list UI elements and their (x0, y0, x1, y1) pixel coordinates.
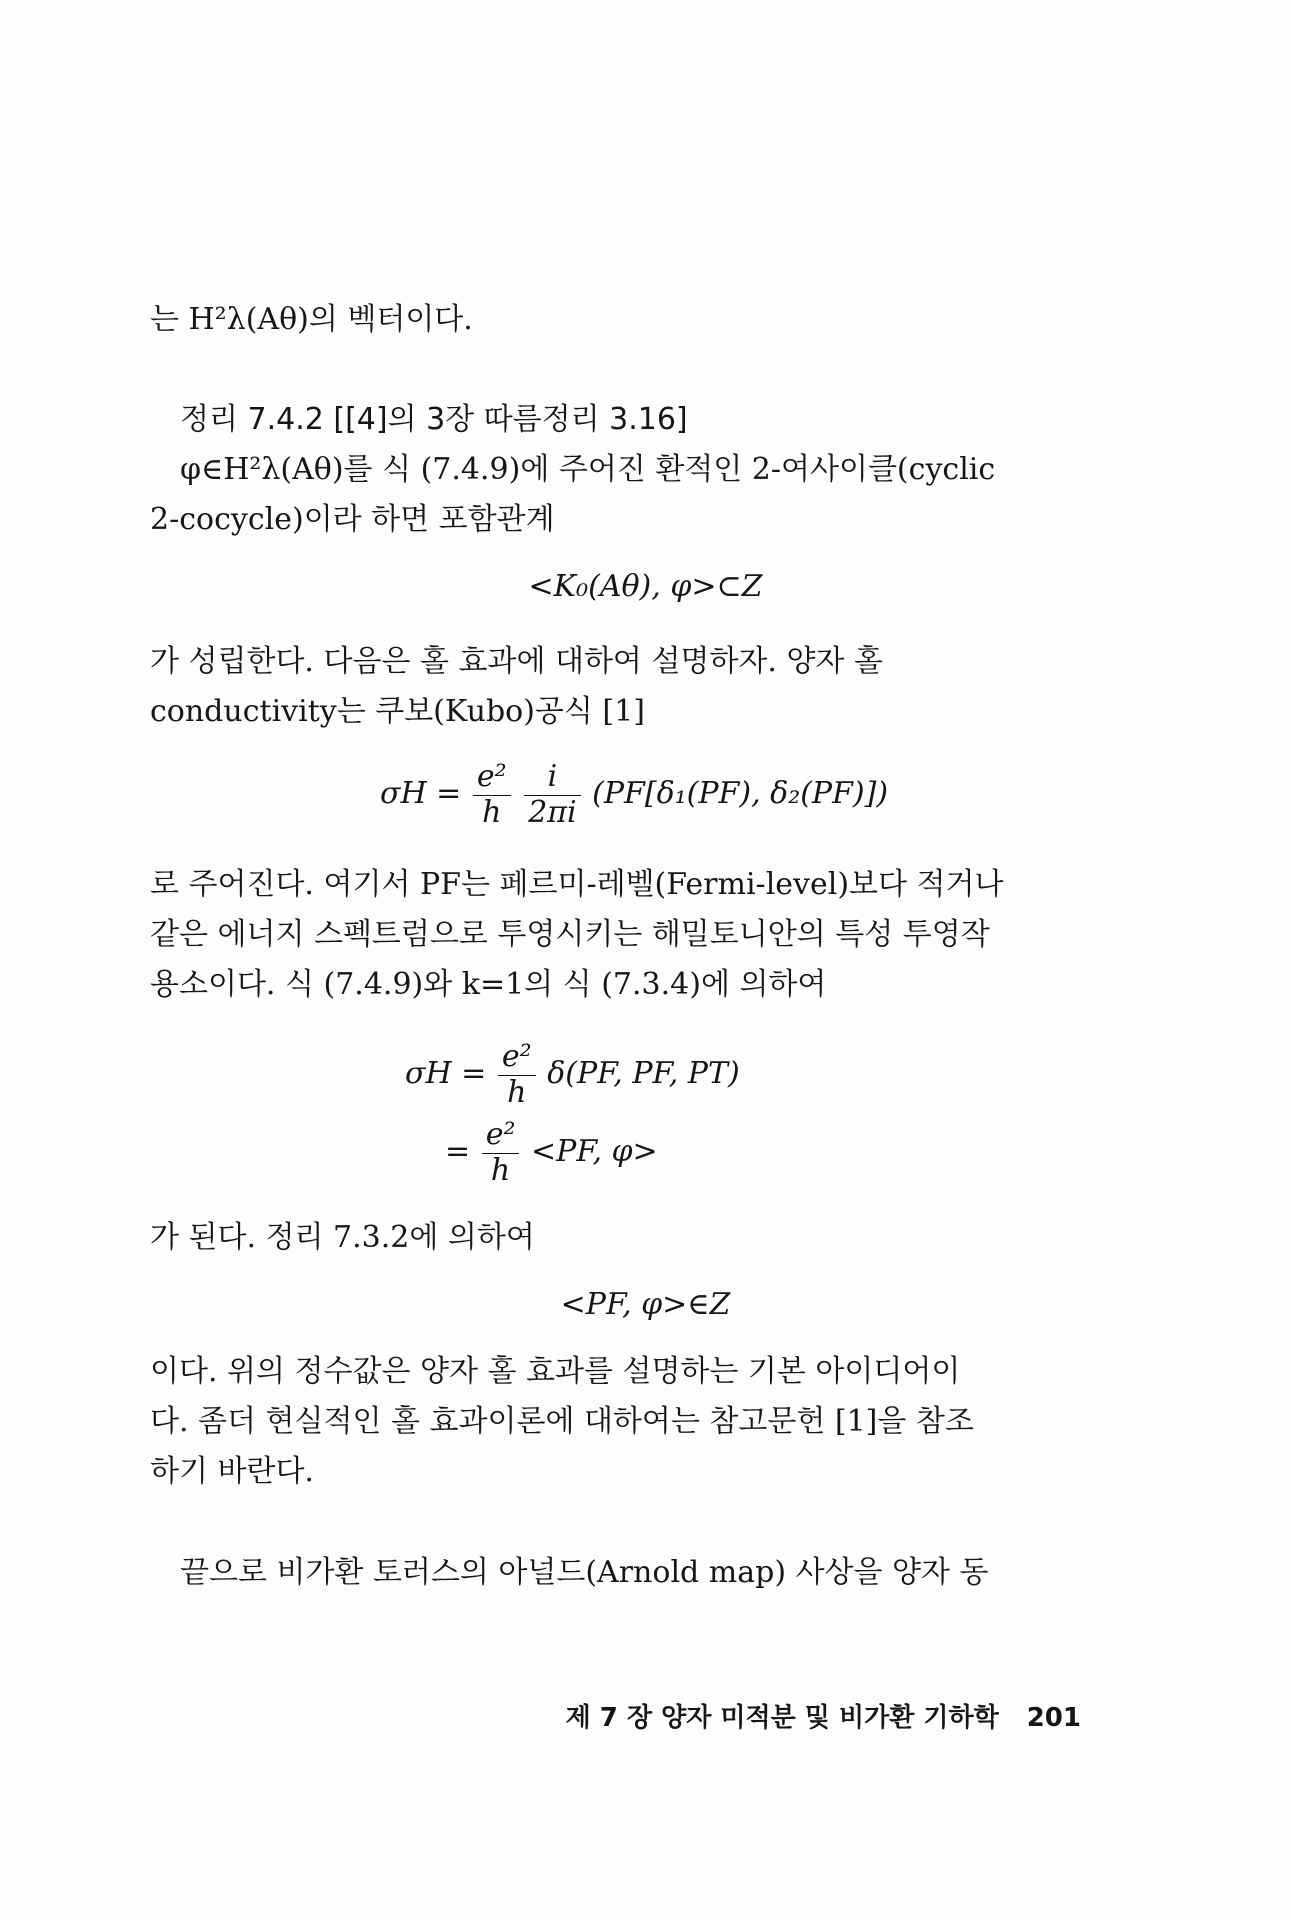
equation-rest: <PF, φ> (531, 1134, 658, 1169)
text-line: φ∈H²λ(Aθ)를 식 (7.4.9)에 주어진 환적인 2-여사이클(cyclic (180, 452, 996, 487)
denominator: h (490, 1152, 511, 1188)
page-number: 201 (1026, 1703, 1081, 1733)
numerator: e² (473, 760, 511, 796)
equation-lhs: σH = (380, 776, 462, 811)
theorem-heading: 정리 7.4.2 [[4]의 3장 따름정리 3.16] (180, 402, 688, 437)
text-line: 로 주어진다. 여기서 PF는 페르미-레벨(Fermi-level)보다 적거나 (150, 867, 1004, 902)
text-line: 다. 좀더 현실적인 홀 효과이론에 대하여는 참고문헌 [1]을 참조 (150, 1404, 974, 1439)
equation: <PF, φ>∈Z (560, 1287, 731, 1322)
equation-sigma (405, 1040, 740, 1110)
fraction (482, 1118, 520, 1188)
text-line: 하기 바란다. (150, 1454, 314, 1489)
text-line: 는 H²λ(Aθ)의 벡터이다. (150, 302, 473, 337)
equation-rest: (PF[δ₁(PF), δ₂(PF)]) (592, 776, 889, 811)
denominator: 2πi (528, 794, 577, 830)
text-line: 이다. 위의 정수값은 양자 홀 효과를 설명하는 기본 아이디어이 (150, 1354, 961, 1389)
text-line: 끝으로 비가환 토러스의 아널드(Arnold map) 사상을 양자 동 (180, 1555, 989, 1590)
text-line: 가 된다. 정리 7.3.2에 의하여 (150, 1220, 535, 1255)
denominator: h (507, 1074, 527, 1110)
chapter-title: 제 7 장 양자 미적분 및 비가환 기하학 (565, 1703, 999, 1733)
running-footer (566, 1697, 1081, 1734)
denominator: h (482, 794, 502, 830)
text-line: 가 성립한다. 다음은 홀 효과에 대하여 설명하자. 양자 홀 (150, 644, 883, 679)
equation-kubo (380, 760, 888, 830)
equation-lhs: = (445, 1134, 471, 1169)
fraction (498, 1040, 536, 1110)
text-line: 용소이다. 식 (7.4.9)와 k=1의 식 (7.3.4)에 의하여 (150, 967, 827, 1002)
fraction (524, 760, 580, 830)
numerator: e² (498, 1040, 536, 1076)
equation-sigma-pairing (445, 1118, 658, 1188)
text-line: 같은 에너지 스펙트럼으로 투영시키는 해밀토니안의 특성 투영작 (150, 917, 990, 952)
numerator: i (524, 760, 580, 796)
fraction (473, 760, 511, 830)
equation-rest: δ(PF, PF, PT) (547, 1056, 740, 1091)
equation-lhs: σH = (405, 1056, 487, 1091)
equation: <K₀(Aθ), φ>⊂Z (528, 569, 763, 604)
text-line: 2-cocycle)이라 하면 포함관계 (150, 502, 555, 537)
text-line: conductivity는 쿠보(Kubo)공식 [1] (150, 694, 645, 729)
numerator: e² (482, 1118, 520, 1154)
